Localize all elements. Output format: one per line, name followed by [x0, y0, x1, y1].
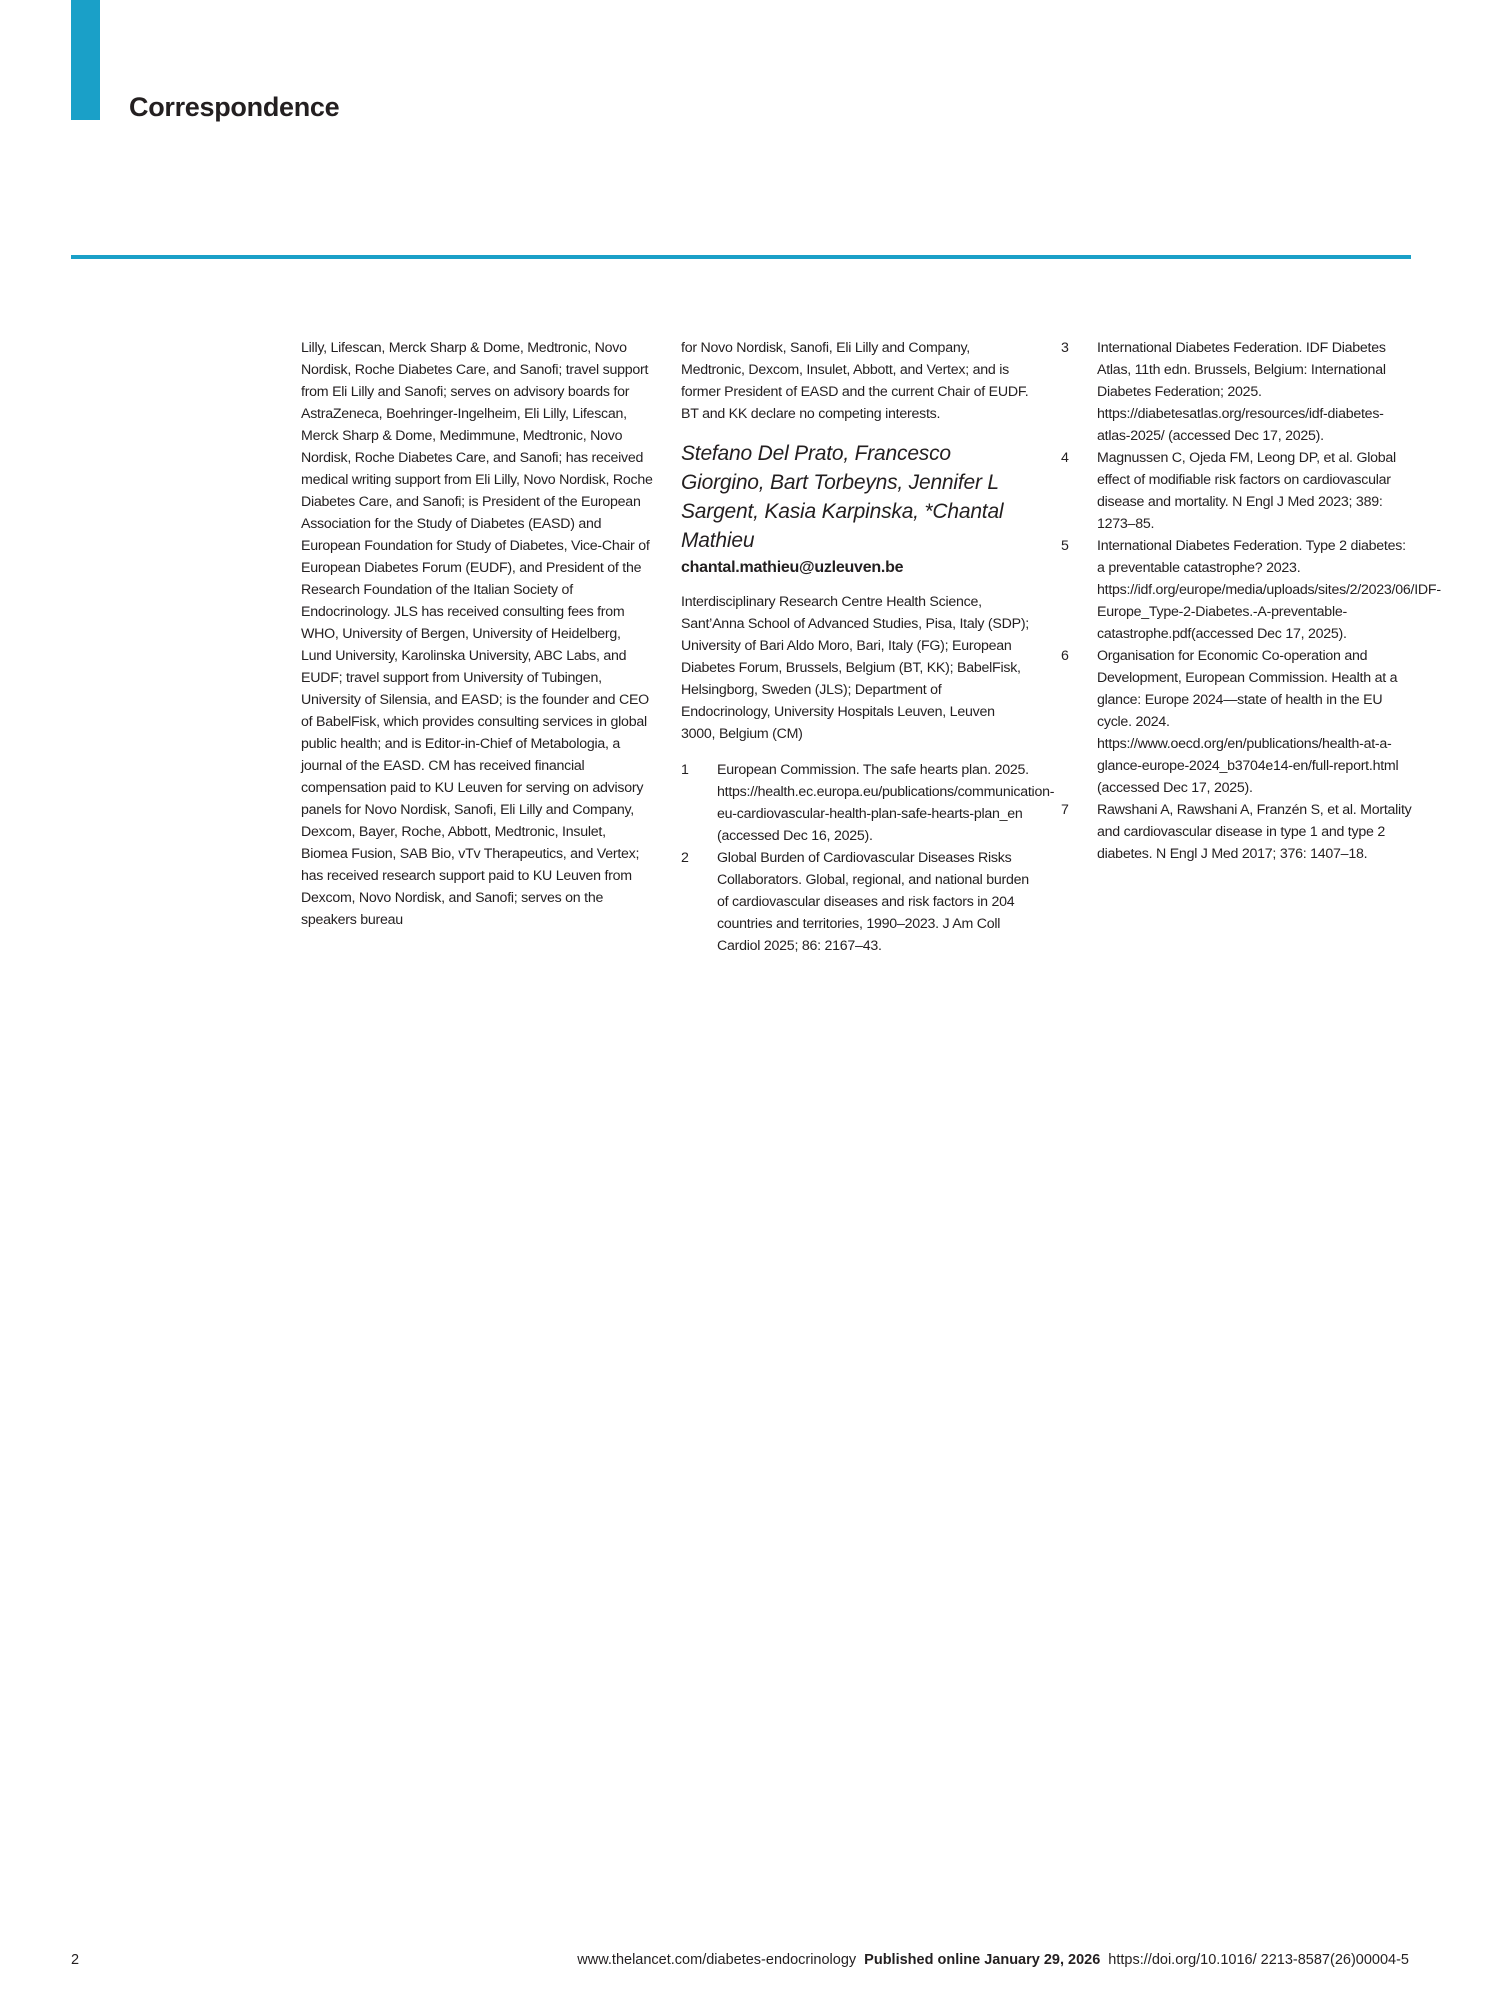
section-accent-bar — [71, 0, 100, 120]
author-list: Stefano Del Prato, Francesco Giorgino, Bart Torbeyns, Jennifer L Sargent, Kasia Karpinska, *Chantal Mathieu — [681, 442, 1004, 552]
reference-text[interactable]: European Commission. The safe hearts plan. 2025. https://health.ec.europa.eu/publications/communication-eu-cardiovascular-health-plan-safe-hearts-plan_en (accessed Dec 16, 2025). — [717, 762, 1055, 844]
competing-interests-continued: for Novo Nordisk, Sanofi, Eli Lilly and Company, Medtronic, Dexcom, Insulet, Abbott, and Vertex; and is former President of EASD and the current Chair of EUDF. BT and KK declare no competing interests. — [681, 340, 1029, 422]
reference-text[interactable]: Organisation for Economic Co-operation and Development, European Commission. Health at a glance: Europe 2024—state of health in the EU cycle. 2024. https://www.oecd.org/en/publications/health-at-a-glance-europe-2024_b3704e14-en/full-report.html (accessed Dec 17, 2025). — [1097, 648, 1399, 796]
reference-item — [1061, 799, 1413, 865]
column-3 — [1061, 337, 1441, 865]
reference-number: 5 — [1061, 538, 1069, 554]
reference-text[interactable]: International Diabetes Federation. Type 2 diabetes: a preventable catastrophe? 2023. https://idf.org/europe/media/uploads/sites/2/2023/06/IDF-Europe_Type-2-Diabetes.-A-preventable-catastrophe.pdf(accessed Dec 17, 2025). — [1097, 538, 1441, 642]
reference-item — [681, 759, 1055, 847]
footer-info — [577, 1950, 1409, 1970]
reference-text: Magnussen C, Ojeda FM, Leong DP, et al. Global effect of modifiable risk factors on cardiovascular disease and mortality. N Engl J Med 2023; 389: 1273–85. — [1097, 450, 1396, 532]
reference-list — [1061, 337, 1441, 865]
header-rule — [71, 255, 1411, 259]
reference-number: 1 — [681, 762, 689, 778]
reference-item — [1061, 447, 1413, 535]
competing-interests-text: Lilly, Lifescan, Merck Sharp & Dome, Medtronic, Novo Nordisk, Roche Diabetes Care, and Sanofi; travel support from Eli Lilly and Sanofi; serves on advisory boards for AstraZeneca, Boehringer-Ingelheim, Eli Lilly, Lifescan, Merck Sharp & Dome, Medimmune, Medtronic, Novo Nordisk, Roche Diabetes Care, and Sanofi; has received medical writing support from Eli Lilly, Novo Nordisk, Roche Diabetes Care, and Sanofi; is President of the European Association for the Study of Diabetes (EASD) and European Foundation for Study of Diabetes, Vice-Chair of European Diabetes Forum (EUDF), and President of the Research Foundation of the Italian Society of Endocrinology. JLS has received consulting fees from WHO, University of Bergen, University of Heidelberg, Lund University, Karolinska University, ABC Labs, and EUDF; travel support from University of Tubingen, University of Silensia, and EASD; is the founder and CEO of BabelFisk, which provides consulting services in global public health; and is Editor-in-Chief of Metabologia, a journal of the EASD. CM has received financial compensation paid to KU Leuven for serving on advisory panels for Novo Nordisk, Sanofi, Eli Lilly and Company, Dexcom, Bayer, Roche, Abbott, Medtronic, Insulet, Biomea Fusion, SAB Bio, vTv Therapeutics, and Vertex; has received research support paid to KU Leuven from Dexcom, Novo Nordisk, and Sanofi; serves on the speakers bureau — [301, 340, 653, 928]
reference-number: 6 — [1061, 648, 1069, 664]
affiliations: Interdisciplinary Research Centre Health Science, Sant’Anna School of Advanced Studies, Pisa, Italy (SDP); University of Bari Aldo Moro, Bari, Italy (FG); European Diabetes Forum, Brussels, Belgium (BT, KK); BabelFisk, Helsingborg, Sweden (JLS); Department of Endocrinology, University Hospitals Leuven, Leuven 3000, Belgium (CM) — [681, 594, 1029, 742]
reference-number: 2 — [681, 850, 689, 866]
reference-number: 4 — [1061, 450, 1069, 466]
publication-date: Published online January 29, 2026 — [864, 1952, 1101, 1968]
doi-link[interactable]: https://doi.org/10.1016/ 2213-8587(26)00004-5 — [1108, 1952, 1409, 1968]
column-2 — [681, 337, 1055, 957]
reference-item — [1061, 337, 1413, 447]
reference-item — [1061, 535, 1441, 645]
journal-url[interactable]: www.thelancet.com/diabetes-endocrinology — [577, 1952, 857, 1968]
corresponding-email[interactable]: chantal.mathieu@uzleuven.be — [681, 559, 904, 576]
reference-number: 3 — [1061, 340, 1069, 356]
reference-item — [1061, 645, 1413, 799]
reference-text: Rawshani A, Rawshani A, Franzén S, et al. Mortality and cardiovascular disease in type 1 and type 2 diabetes. N Engl J Med 2017; 376: 1407–18. — [1097, 802, 1412, 862]
reference-text: Global Burden of Cardiovascular Diseases Risks Collaborators. Global, regional, and national burden of cardiovascular diseases and risk factors in 204 countries and territories, 1990–2023. J Am Coll Cardiol 2025; 86: 2167–43. — [717, 850, 1029, 954]
reference-number: 7 — [1061, 802, 1069, 818]
reference-text[interactable]: International Diabetes Federation. IDF Diabetes Atlas, 11th edn. Brussels, Belgium: International Diabetes Federation; 2025. https://diabetesatlas.org/resources/idf-diabetes-atlas-2025/ (accessed Dec 17, 2025). — [1097, 340, 1386, 444]
reference-item — [681, 847, 1032, 957]
reference-list — [681, 759, 1055, 957]
section-title: Correspondence — [129, 92, 340, 122]
column-1 — [301, 337, 653, 931]
page-number: 2 — [71, 1952, 80, 1968]
